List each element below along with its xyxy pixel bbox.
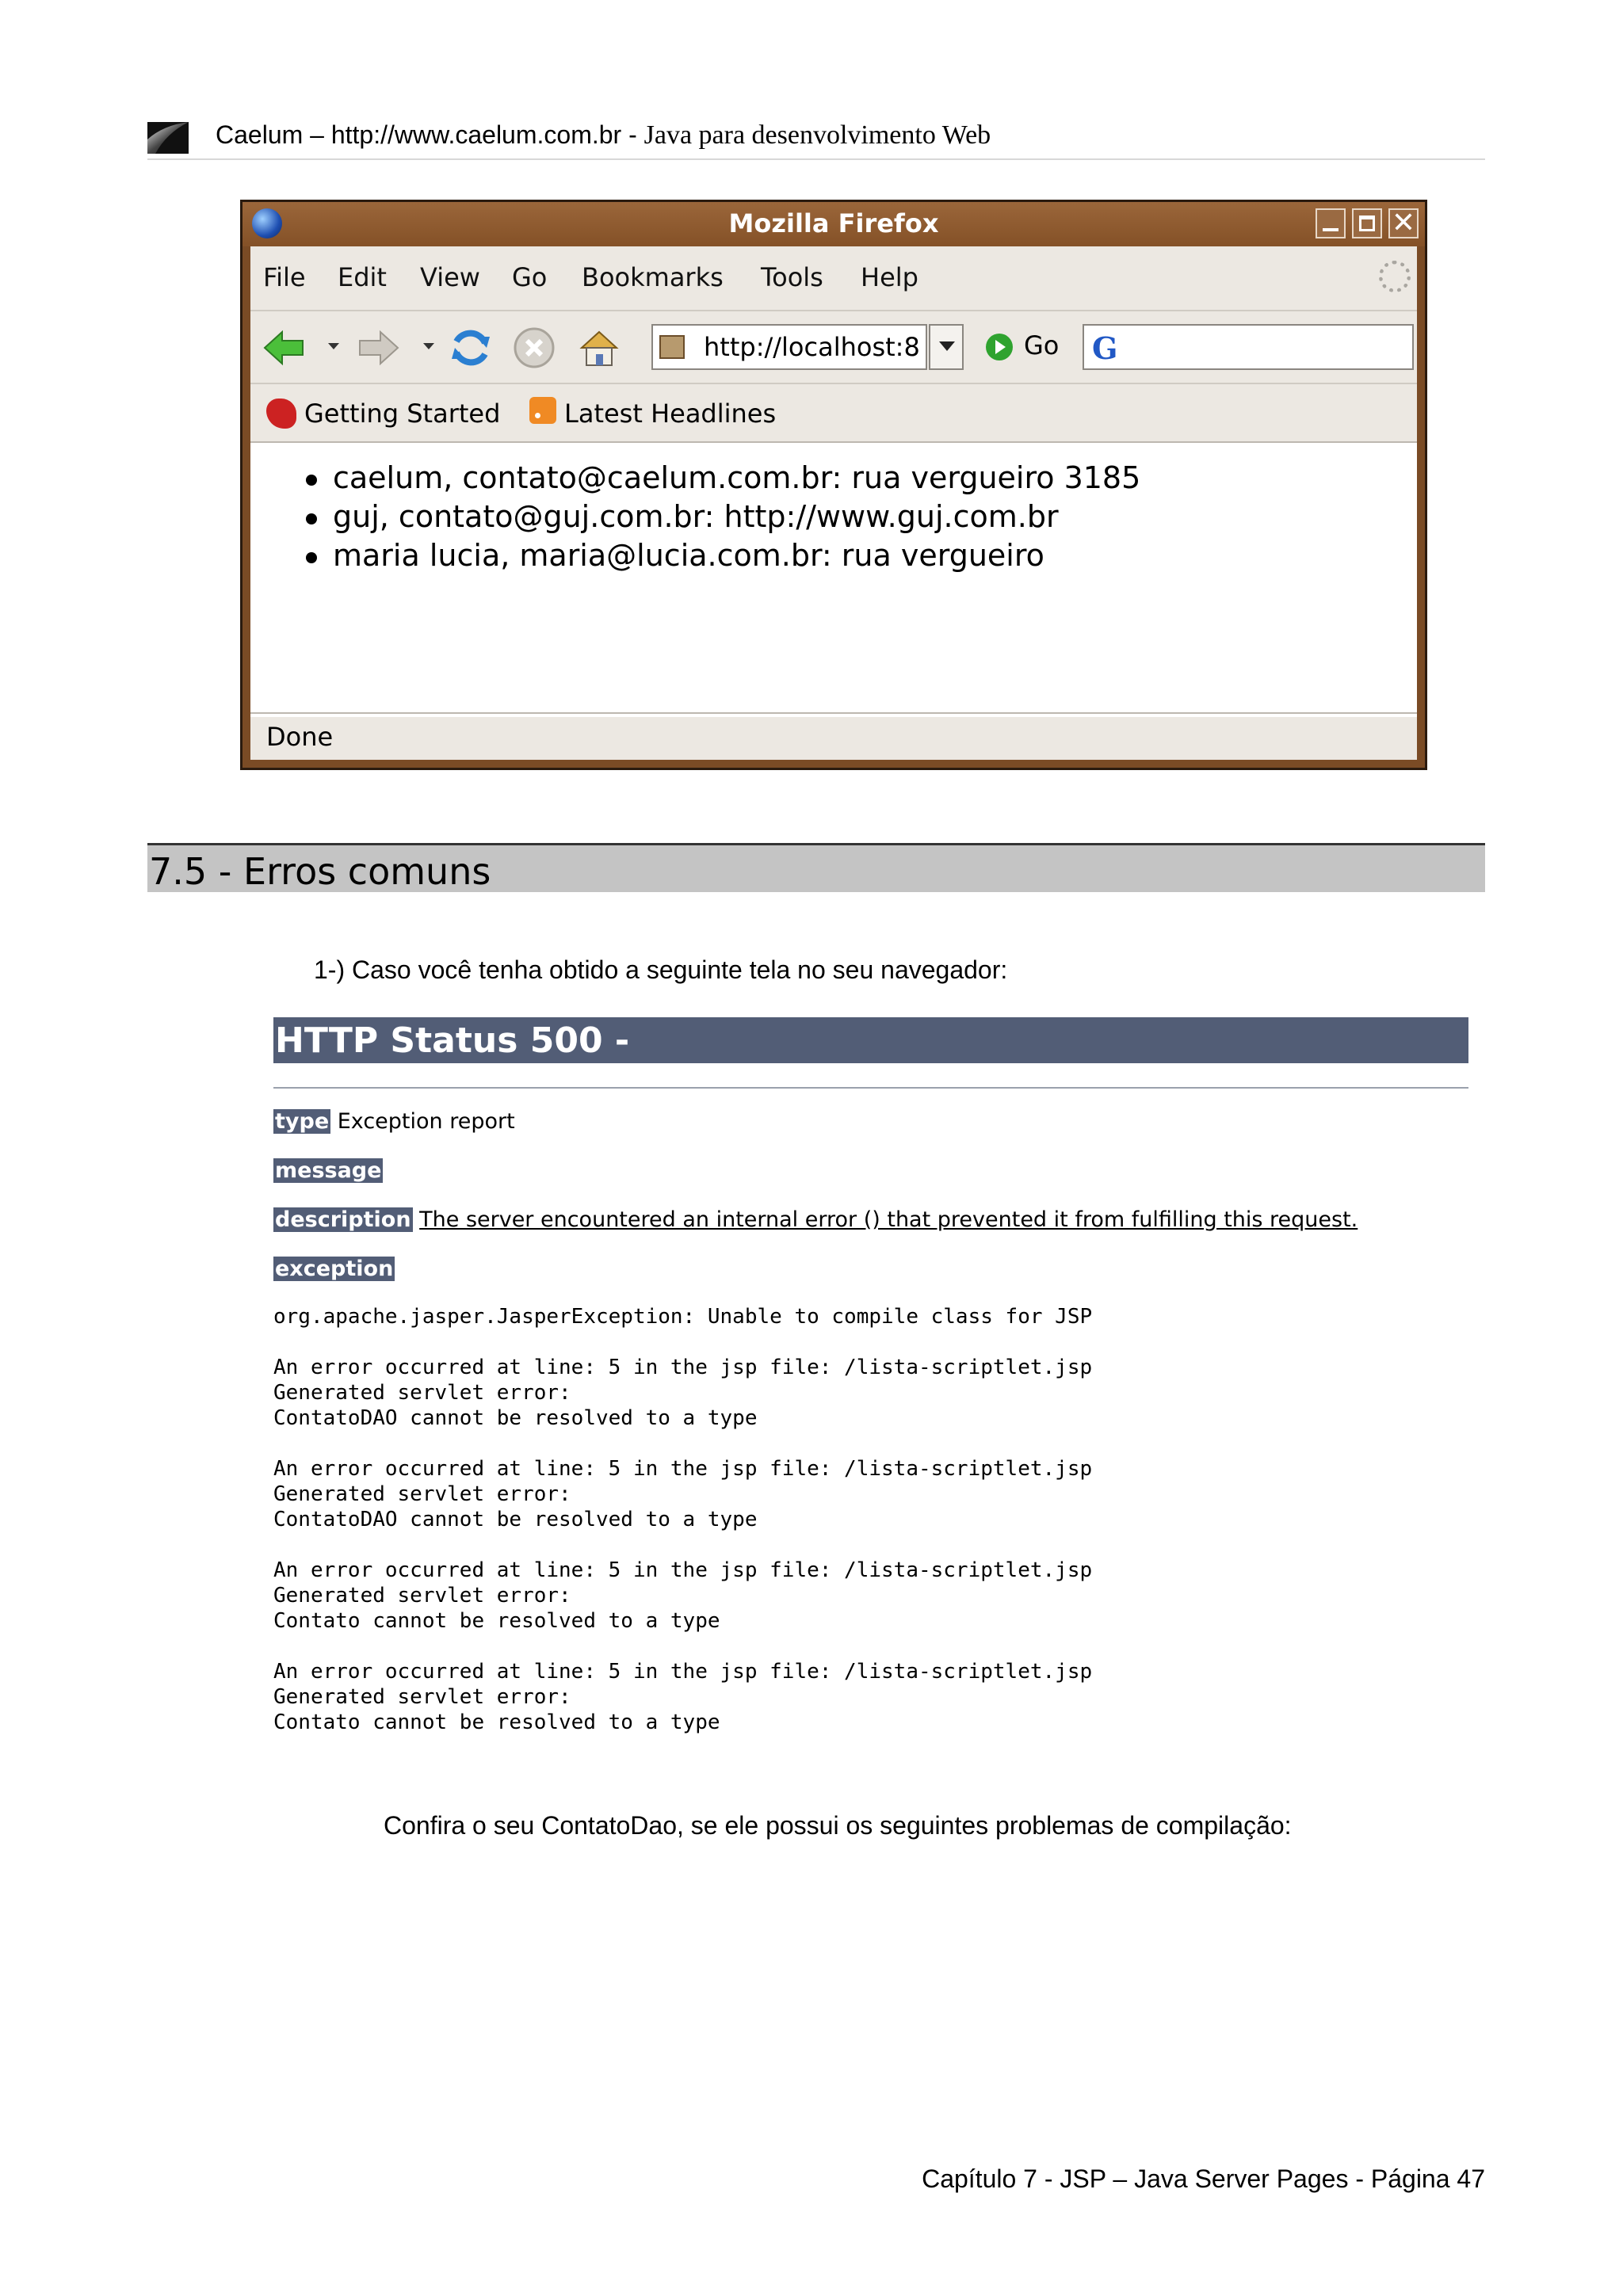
error-message-row [273,1158,383,1183]
stop-icon [512,326,556,370]
list-item: guj, contato@guj.com.br: http://www.guj.com.br [301,498,1140,536]
description-label: description [275,1207,411,1232]
page-footer: Capítulo 7 - JSP – Java Server Pages - Página 47 [922,2164,1485,2193]
header-url: http://www.caelum.com.br [330,120,622,149]
search-field [1083,324,1414,370]
type-value: Exception report [337,1109,515,1134]
go-icon [986,334,1013,360]
url-dropdown-icon [929,324,964,370]
contact-list [301,459,1140,575]
google-search-icon: G [1092,330,1118,366]
url-text: http://localhost:8 [704,332,920,362]
close-icon: ✕ [1388,208,1419,238]
intro-paragraph: 1-) Caso você tenha obtido a seguinte tela no seu navegador: [314,955,1008,984]
menu-tools: Tools [761,262,823,292]
message-label: message [275,1158,382,1183]
forward-dropdown-icon [423,343,434,349]
back-arrow-icon [262,326,306,370]
menu-view: View [420,262,480,292]
header-course: Java para desenvolvimento Web [643,120,991,150]
firefox-menubar [250,246,1417,311]
firefox-titlebar [242,202,1425,246]
menu-edit: Edit [338,262,387,292]
bookmark-getting-started: Getting Started [304,399,501,429]
url-field [651,324,927,370]
section-title-text: 7.5 - Erros comuns [149,850,491,893]
page-favicon-icon [659,335,685,359]
throbber-icon [1379,261,1411,292]
header-text [216,120,991,151]
error-heading-text: HTTP Status 500 - [275,1020,630,1061]
firefox-window-screenshot [240,200,1427,770]
reload-icon [449,326,493,370]
page-header [147,119,1485,160]
rss-feed-icon [529,397,556,424]
forward-arrow-icon [357,326,401,370]
firefox-statusbar [250,712,1417,760]
list-item: caelum, contato@caelum.com.br: rua vergueiro 3185 [301,459,1140,498]
exception-label: exception [275,1257,394,1281]
menu-bookmarks: Bookmarks [582,262,724,292]
exception-stack-trace: org.apache.jasper.JasperException: Unable to compile class for JSP An error occurred at line: 5 in the jsp file: /lista-scriptlet.jsp Generated servlet error: ContatoDAO cannot be resolved to a type An error occurred at line: 5 in the jsp file: /lista-scriptlet.jsp Generated servlet error: ContatoDAO cannot be resolved to a type An error occurred at line: 5 in the jsp file: /lista-scriptlet.jsp Generated servlet error: Contato cannot be resolved to a type An error occurred at line: 5 in the jsp file: /lista-scriptlet.jsp Generated servlet error: Contato cannot be resolved to a type [273,1305,1093,1734]
caelum-logo-icon [147,122,189,154]
maximize-icon [1352,208,1382,238]
list-item: maria lucia, maria@lucia.com.br: rua vergueiro [301,536,1140,575]
back-dropdown-icon [328,343,339,349]
error-divider [273,1087,1468,1089]
menu-help: Help [861,262,918,292]
description-value: The server encountered an internal error () that prevented it from fulfilling this request. [419,1207,1358,1232]
status-text: Done [266,722,334,752]
firefox-body [250,246,1417,760]
minimize-icon [1316,208,1346,238]
header-dash: - [621,120,644,149]
error-description-row [273,1207,1358,1232]
followup-paragraph: Confira o seu ContatoDao, se ele possui os seguintes problemas de compilação: [384,1811,1292,1840]
home-icon [577,326,621,370]
header-separator: – [303,120,331,149]
firefox-navbar [250,311,1417,384]
firefox-window-title: Mozilla Firefox [728,208,939,238]
firefox-bookmarks-bar [250,384,1417,443]
firefox-page-content [250,443,1417,717]
menu-file: File [263,262,306,292]
bookmark-latest-headlines: Latest Headlines [564,399,777,429]
error-type-row [273,1109,515,1134]
error-heading [273,1017,1468,1063]
section-heading [147,843,1485,892]
go-label: Go [1024,330,1060,360]
menu-go: Go [512,262,548,292]
type-label: type [275,1109,330,1134]
error-exception-row [273,1257,395,1281]
header-brand: Caelum [216,120,304,149]
getting-started-icon [266,399,296,429]
